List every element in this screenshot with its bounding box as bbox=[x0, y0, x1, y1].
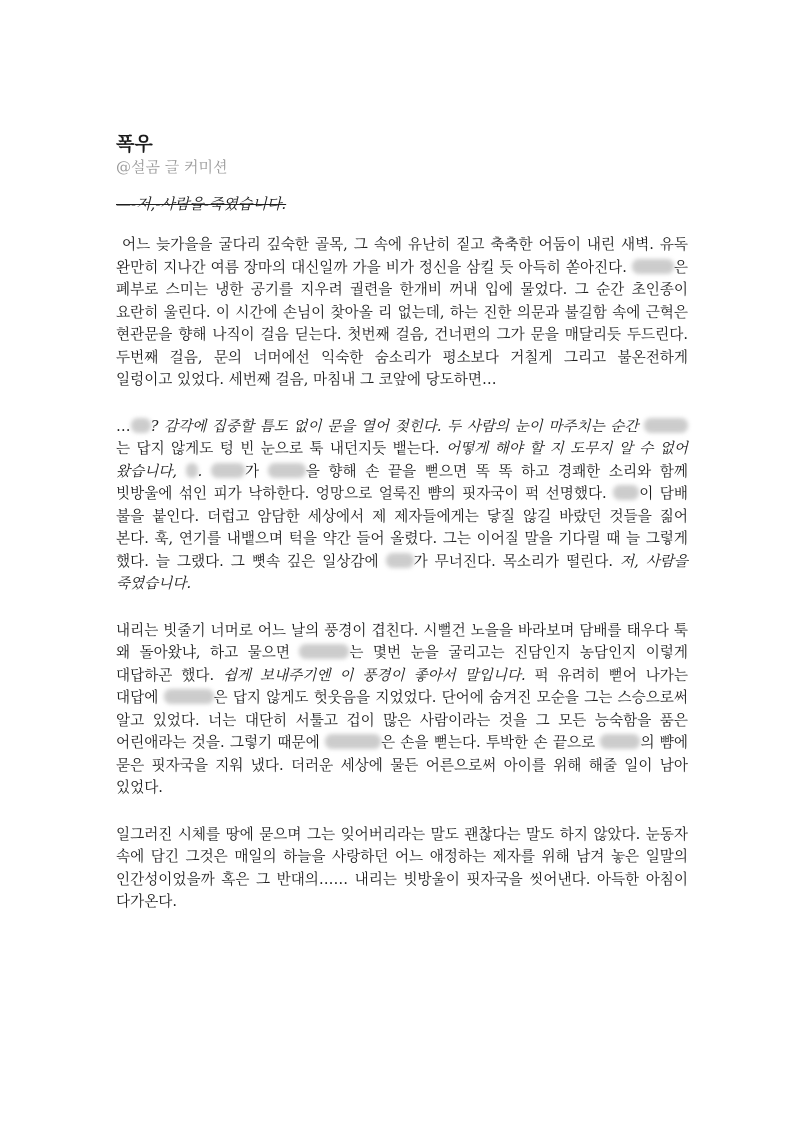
text-run: 는 몇번 눈을 굴리고는 진담인지 농담인지 이렇게 대답하곤 했다. bbox=[116, 644, 688, 684]
redacted-name bbox=[600, 734, 640, 749]
text-run: 은 폐부로 스미는 냉한 공기를 지우려 궐련을 한개비 꺼내 입에 물었다. 그 순간 초인종이 요란히 울린다. 이 시간에 손님이 찾아올 리 없는데, 하는 진한 의문과 불길함 속에 근혁은 현관문을 향해 나직이 걸음 딛는다. 첫번째 걸음, 건너편의 그가 문을 매달리듯 두드린다. 두번째 걸음, 문의 너머에선 익숙한 숨소리가 평소보다 거칠게 그리고 불온전하게 일렁이고 있었다. 세번째 걸음, 마침내 그 코앞에 당도하면… bbox=[116, 258, 688, 388]
text-run: 는 답지 않게도 텅 빈 눈으로 툭 내던지듯 뱉는다. bbox=[116, 440, 446, 457]
quote-run: 어떻게 해야 할 지 도무지 알 수 없어 왔습니다, bbox=[116, 440, 689, 480]
quote-run: 쉽게 보내주기엔 이 풍경이 좋아서 말입니다. bbox=[222, 666, 526, 684]
text-run: 퍽 유려히 뻗어 나가는 대답에 bbox=[116, 666, 688, 706]
text-run: 내리는 빗줄기 너머로 어느 날의 풍경이 겹친다. 시뻘건 노을을 바라보며 담배를 태우다 툭 왜 돌아왔냐, 하고 물으면 bbox=[116, 621, 688, 661]
paragraph-4 bbox=[116, 824, 688, 914]
redacted-name bbox=[268, 463, 306, 478]
text-run: 은 답지 않게도 헛웃음을 지었었다. 단어에 숨겨진 모순을 그는 스승으로써 알고 있었다. 너는 대단히 서툴고 겁이 많은 사람이라는 것을 그 모든 능숙함을 품은 어린애라는 것을. 그렇기 때문에 bbox=[116, 689, 688, 751]
text-run: 은 손을 뻗는다. 투박한 손 끝으로 bbox=[380, 734, 601, 751]
text-run: 이 담배 불을 붙인다. 더럽고 암담한 세상에서 제 제자들에게는 닿질 않길 바랐던 것들을 짊어 본다. 훅, 연기를 내뱉으며 턱을 약간 들어 올렸다. 그는 이어질 말을 기다릴 때 늘 그렇게 했다. 늘 그랬다. 그 뼛속 깊은 일상감에 bbox=[116, 485, 688, 570]
quote-run: . bbox=[197, 462, 211, 480]
redacted-name bbox=[186, 463, 198, 478]
document-subtitle: @설곰 글 커미션 bbox=[116, 158, 228, 176]
redacted-name bbox=[386, 553, 414, 568]
paragraph-2 bbox=[116, 416, 688, 596]
redacted-name bbox=[299, 644, 349, 659]
redacted-name bbox=[325, 734, 381, 749]
document-body bbox=[116, 132, 688, 938]
opening-line: —-저,-사람을-죽였습니다. bbox=[116, 195, 287, 213]
text-run: 가 무너진다. 목소리가 떨린다. bbox=[413, 552, 620, 570]
redacted-name bbox=[644, 418, 688, 433]
paragraph-1 bbox=[116, 234, 688, 392]
text-run: 어느 늦가을을 굴다리 깊숙한 골목, 그 속에 유난히 짙고 축축한 어둠이 내린 새벽. 유독 완만히 지나간 여름 장마의 대신일까 가을 비가 정신을 삼킬 듯 아득히 쏟아진다. bbox=[116, 236, 689, 276]
text-run: 을 향해 손 끝을 뻗으면 똑 똑 하고 경쾌한 소리와 함께 빗방울에 섞인 피가 낙하한다. 엉망으로 얼룩진 뺨의 핏자국이 퍽 선명했다. bbox=[116, 462, 689, 502]
text-run: 가 bbox=[244, 462, 268, 480]
redacted-name bbox=[211, 463, 245, 478]
text-run: 의 뺨에 묻은 핏자국을 지워 냈다. 더러운 세상에 물든 어른으로써 아이를 위해 해줄 일이 남아 있었다. bbox=[116, 734, 688, 796]
redacted-name bbox=[164, 689, 214, 704]
text-run: ? 감각에 집중할 틈도 없이 문을 열어 젖힌다. 두 사람의 눈이 마주치는 순간 bbox=[150, 417, 644, 435]
text-run: 일그러진 시체를 땅에 묻으며 그는 잊어버리라는 말도 괜찮다는 말도 하지 않았다. 눈동자 속에 담긴 그것은 매일의 하늘을 사랑하던 어느 애정하는 제자를 위해 남겨 놓은 일말의 인간성이었을까 혹은 그 반대의…… 내리는 빗방울이 핏자국을 씻어낸다. 아득한 아침이 다가온다. bbox=[116, 825, 688, 910]
document-title: 폭우 bbox=[116, 133, 153, 155]
paragraph-3 bbox=[116, 620, 688, 800]
redacted-name bbox=[613, 485, 639, 500]
redacted-name bbox=[632, 259, 674, 274]
text-run: … bbox=[116, 417, 131, 435]
redacted-name bbox=[131, 418, 151, 433]
quote-run: 저, 사람을 죽였습니다. bbox=[116, 552, 688, 592]
